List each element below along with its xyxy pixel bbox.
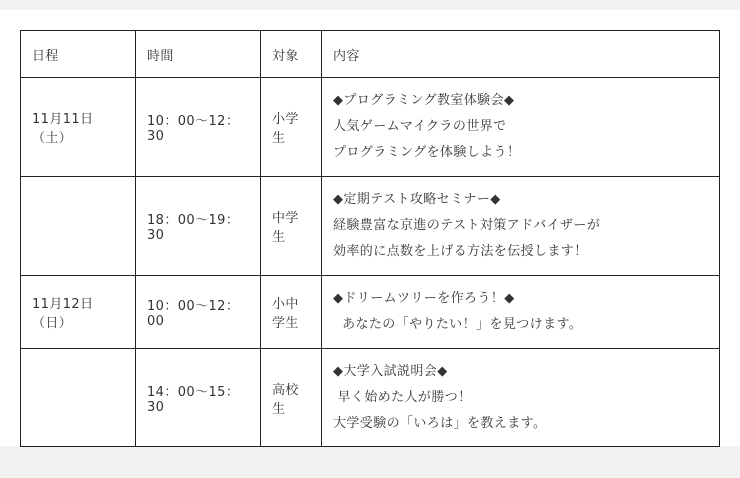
time-cell: 14：00〜15：30 [136,349,261,447]
content-card [0,10,740,446]
content-cell [322,349,720,447]
header-time: 時間 [136,31,261,78]
target-cell: 小学生 [261,78,322,177]
table-row [21,78,720,177]
content-cell [322,177,720,276]
event-description-line: 大学受験の「いろは」を教えます。 [333,415,547,431]
event-schedule-table [20,30,720,447]
content-cell [322,276,720,349]
header-content: 内容 [322,31,720,78]
time-cell: 18：00〜19：30 [136,177,261,276]
date-cell [21,177,136,276]
event-description-line: プログラミングを体験しよう！ [333,145,521,160]
event-description-line: 経験豊富な京進のテスト対策アドバイザーが [333,218,601,233]
table-row [21,349,720,447]
date-cell [21,349,136,447]
time-cell: 10：00〜12：00 [136,276,261,349]
time-cell: 10：00〜12：30 [136,78,261,177]
table-row [21,276,720,349]
event-title: ◆プログラミング教室体験会◆ [333,93,515,108]
header-date: 日程 [21,31,136,78]
target-cell: 中学生 [261,177,322,276]
event-description-line: 早く始めた人が勝つ！ [333,389,472,405]
table-row [21,177,720,276]
header-target: 対象 [261,31,322,78]
date-cell: 11月11日（土） [21,78,136,177]
target-cell: 小中学生 [261,276,322,349]
table-header-row [21,31,720,78]
event-title: ◆大学入試説明会◆ [333,363,448,379]
event-description-line: あなたの「やりたい！」を見つけます。 [333,317,583,332]
content-cell [322,78,720,177]
date-cell: 11月12日（日） [21,276,136,349]
event-description-line: 人気ゲームマイクラの世界で [333,119,507,134]
event-description-line: 効率的に点数を上げる方法を伝授します！ [333,244,588,259]
event-title: ◆ドリームツリーを作ろう！◆ [333,291,515,306]
event-title: ◆定期テスト攻略セミナー◆ [333,192,501,207]
target-cell: 高校生 [261,349,322,447]
